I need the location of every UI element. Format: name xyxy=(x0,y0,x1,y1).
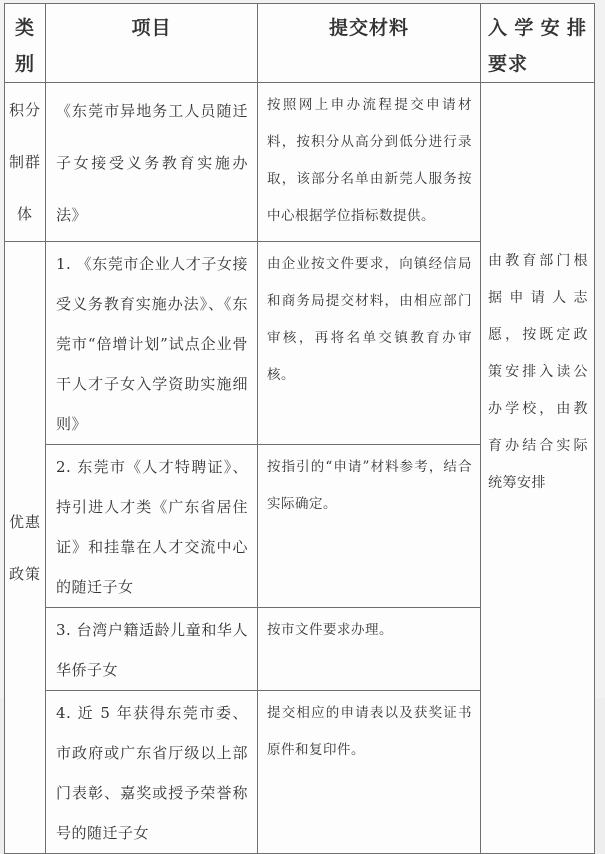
materials-cell-policy-item-1: 由企业按文件要求，向镇经信局和商务局提交材料，由相应部门审核，再将名单交镇教育办审核。 xyxy=(258,242,481,445)
table-header-row xyxy=(5,4,595,83)
table-row-points-group xyxy=(5,83,595,242)
header-project: 项目 xyxy=(46,4,258,83)
header-arrangement: 入学安排要求 xyxy=(481,4,595,83)
header-materials: 提交材料 xyxy=(258,4,481,83)
materials-cell-policy-item-2: 按指引的“申请”材料参考，结合实际确定。 xyxy=(258,445,481,608)
project-cell-policy-item-3: 3. 台湾户籍适龄儿童和华人华侨子女 xyxy=(46,608,258,691)
materials-cell-policy-item-3: 按市文件要求办理。 xyxy=(258,608,481,691)
arrangement-cell-merged: 由教育部门根据申请人志愿，按既定政策安排入读公办学校，由教育办结合实际统筹安排 xyxy=(481,83,595,854)
project-cell-points-group: 《东莞市异地务工人员随迁子女接受义务教育实施办法》 xyxy=(46,83,258,242)
category-cell-preferential-policy: 优惠政策 xyxy=(5,242,46,854)
admission-categories-table xyxy=(4,3,595,854)
category-cell-points-group: 积分制群体 xyxy=(5,83,46,242)
project-cell-policy-item-1: 1. 《东莞市企业人才子女接受义务教育实施办法》、《东莞市“倍增计划”试点企业骨干人才子女入学资助实施细则》 xyxy=(46,242,258,445)
header-category: 类别 xyxy=(5,4,46,83)
materials-cell-points-group: 按照网上申办流程提交申请材料，按积分从高分到低分进行录取，该部分名单由新莞人服务按中心根据学位指标数提供。 xyxy=(258,83,481,242)
project-cell-policy-item-4: 4. 近 5 年获得东莞市委、市政府或广东省厅级以上部门表彰、嘉奖或授予荣誉称号的随迁子女 xyxy=(46,691,258,854)
project-cell-policy-item-2: 2. 东莞市《人才特聘证》、持引进人才类《广东省居住证》和挂靠在人才交流中心的随迁子女 xyxy=(46,445,258,608)
materials-cell-policy-item-4: 提交相应的申请表以及获奖证书原件和复印件。 xyxy=(258,691,481,854)
